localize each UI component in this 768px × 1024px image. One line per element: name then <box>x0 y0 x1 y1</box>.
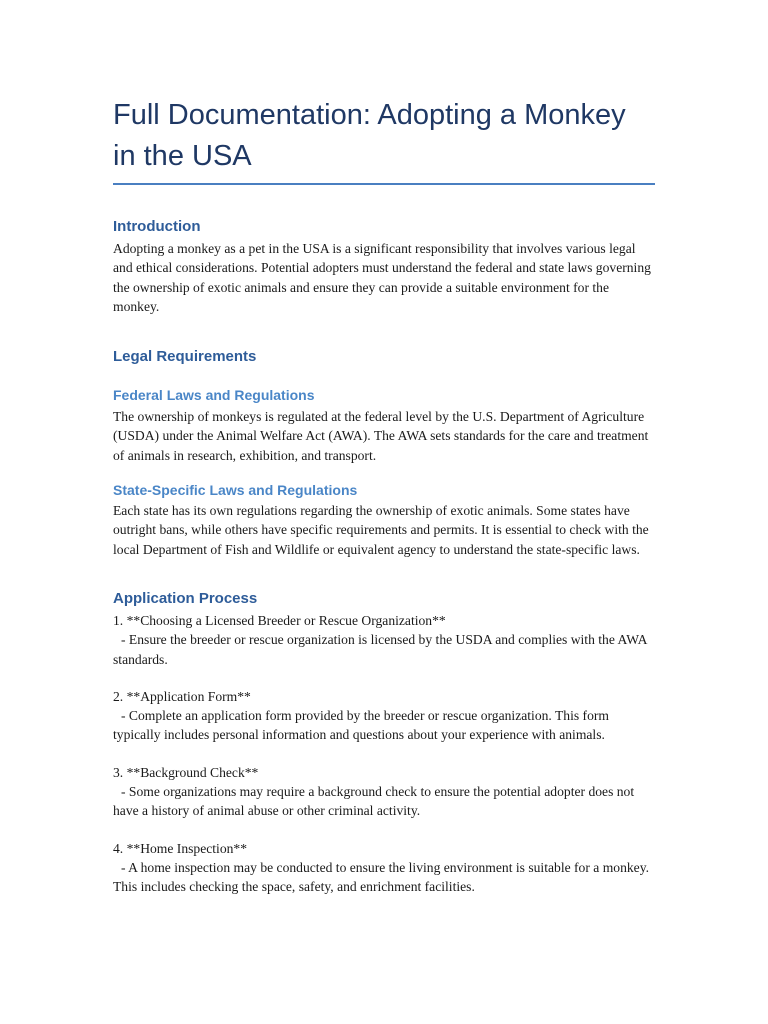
application-steps-list <box>113 611 655 897</box>
step-description: - Complete an application form provided by the breeder or rescue organization. This form typically includes personal information and questions about your experience with animals. <box>113 708 609 743</box>
legal-requirements-heading: Legal Requirements <box>113 348 257 366</box>
step-description: - Ensure the breeder or rescue organization is licensed by the USDA and complies with the AWA standards. <box>113 632 647 667</box>
step-description: - Some organizations may require a background check to ensure the potential adopter does not have a history of animal abuse or other criminal activity. <box>113 784 635 819</box>
federal-laws-heading: Federal Laws and Regulations <box>113 387 315 404</box>
list-item <box>113 839 655 897</box>
list-item <box>113 763 655 821</box>
state-laws-paragraph: Each state has its own regulations regarding the ownership of exotic animals. Some states have outright bans, while others have specific requirements and permits. It is essential to check with the local Department of Fish and Wildlife or equivalent agency to understand the state-specific laws. <box>113 503 649 557</box>
state-laws-heading: State-Specific Laws and Regulations <box>113 482 358 499</box>
step-title: 2. **Application Form** <box>113 688 251 704</box>
introduction-paragraph: Adopting a monkey as a pet in the USA is a significant responsibility that involves various legal and ethical considerations. Potential adopters must understand the federal and state laws governing the ownership of exotic animals and ensure they can provide a suitable environment for the monkey. <box>113 241 651 314</box>
list-item <box>113 611 655 669</box>
step-title: 4. **Home Inspection** <box>113 840 248 856</box>
page-title: Full Documentation: Adopting a Monkey in the USA <box>113 99 626 172</box>
introduction-heading: Introduction <box>113 218 201 235</box>
step-description: - A home inspection may be conducted to ensure the living environment is suitable for a monkey. This includes checking the space, safety, and enrichment facilities. <box>113 859 650 895</box>
title-divider <box>113 183 655 185</box>
list-item <box>113 687 655 745</box>
federal-laws-paragraph: The ownership of monkeys is regulated at the federal level by the U.S. Department of Agriculture (USDA) under the Animal Welfare Act (AWA). The AWA sets standards for the care and treatment of animals in research, exhibition, and transport. <box>113 409 649 463</box>
step-title: 1. **Choosing a Licensed Breeder or Rescue Organization** <box>113 612 446 628</box>
step-title: 3. **Background Check** <box>113 764 259 780</box>
application-process-heading: Application Process <box>113 589 258 607</box>
document-page <box>113 95 655 897</box>
